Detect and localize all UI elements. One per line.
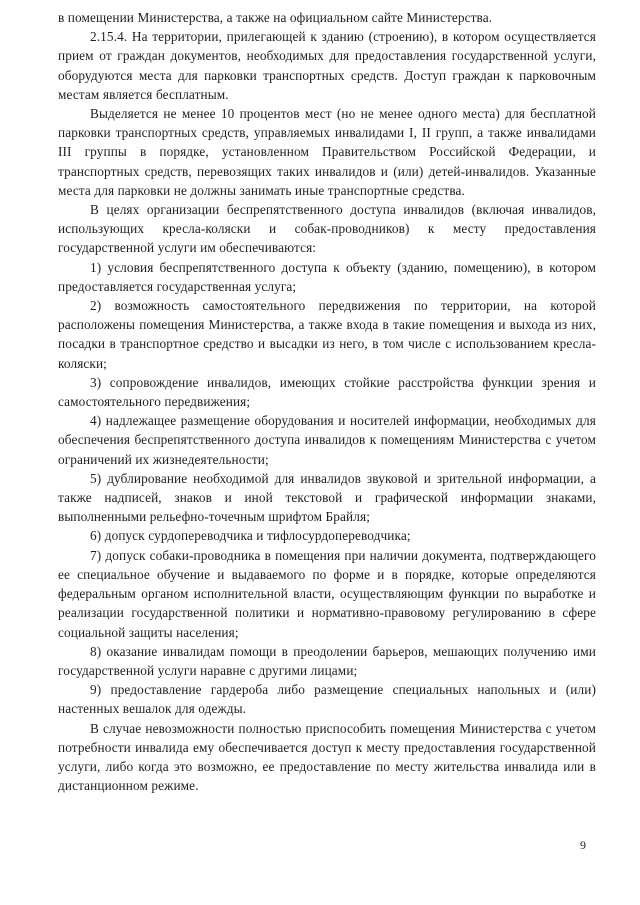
list-item-6: 6) допуск сурдопереводчика и тифлосурдопереводчика; <box>90 528 411 544</box>
document-body <box>58 8 596 795</box>
list-item-4: 4) надлежащее размещение оборудования и носителей информации, необходимых для обеспечения беспрепятственного доступа инвалидов к помещениям Министерства с учетом ограничений их жизнедеятельности; <box>58 413 596 467</box>
list-item-1: 1) условия беспрепятственного доступа к объекту (зданию, помещению), в котором предоставляется государственная услуга; <box>58 259 596 294</box>
paragraph-parking-quota: Выделяется не менее 10 процентов мест (но не менее одного места) для бесплатной парковки транспортных средств, управляемых инвалидами I, II групп, а также инвалидами III группы в порядке, установленном Правительством Российской Федерации, и транспортных средств, перевозящих таких инвалидов и (или) детей-инвалидов. Указанные места для парковки не должны занимать иные транспортные средства. <box>58 106 596 198</box>
list-item-5: 5) дублирование необходимой для инвалидов звуковой и зрительной информации, а также надписей, знаков и иной текстовой и графической информации знаками, выполненными рельефно-точечным шрифтом Брайля; <box>58 470 596 525</box>
paragraph-accessibility-intro: В целях организации беспрепятственного доступа инвалидов (включая инвалидов, использующих кресла-коляски и собак-проводников) к месту предоставления государственной услуги им обеспечиваются: <box>58 202 596 256</box>
list-item-3: 3) сопровождение инвалидов, имеющих стойкие расстройства функции зрения и самостоятельного передвижения; <box>58 374 596 410</box>
list-item-9: 9) предоставление гардероба либо размещение специальных напольных и (или) настенных вешалок для одежды. <box>58 682 596 717</box>
paragraph-continuation: в помещении Министерства, а также на официальном сайте Министерства. <box>58 10 493 25</box>
page-number: 9 <box>580 838 586 852</box>
list-item-8: 8) оказание инвалидам помощи в преодолении барьеров, мешающих получению ими государственной услуги наравне с другими лицами; <box>58 643 596 678</box>
list-item-7: 7) допуск собаки-проводника в помещения при наличии документа, подтверждающего ее специальное обучение и выдаваемого по форме и в порядке, которые определяются федеральным органом исполнительной власти, осуществляющим функции по выработке и реализации государственной политики и нормативно-правовому регулированию в сфере социальной защиты населения; <box>58 547 596 640</box>
paragraph-remote-service: В случае невозможности полностью приспособить помещения Министерства с учетом потребности инвалида ему обеспечивается доступ к месту предоставления государственной услуги, либо когда это возможно, ее предоставление по месту жительства инвалида или в дистанционном режиме. <box>58 720 596 794</box>
list-item-2: 2) возможность самостоятельного передвижения по территории, на которой расположены помещения Министерства, а также входа в такие помещения и выхода из них, посадки в транспортное средство и высадки из него, в том числе с использованием кресла-коляски; <box>58 298 596 371</box>
paragraph-2-15-4: 2.15.4. На территории, прилегающей к зданию (строению), в котором осуществляется прием от граждан документов, необходимых для предоставления государственной услуги, оборудуются места для парковки транспортных средств. Доступ граждан к парковочным местам является бесплатным. <box>58 29 596 102</box>
